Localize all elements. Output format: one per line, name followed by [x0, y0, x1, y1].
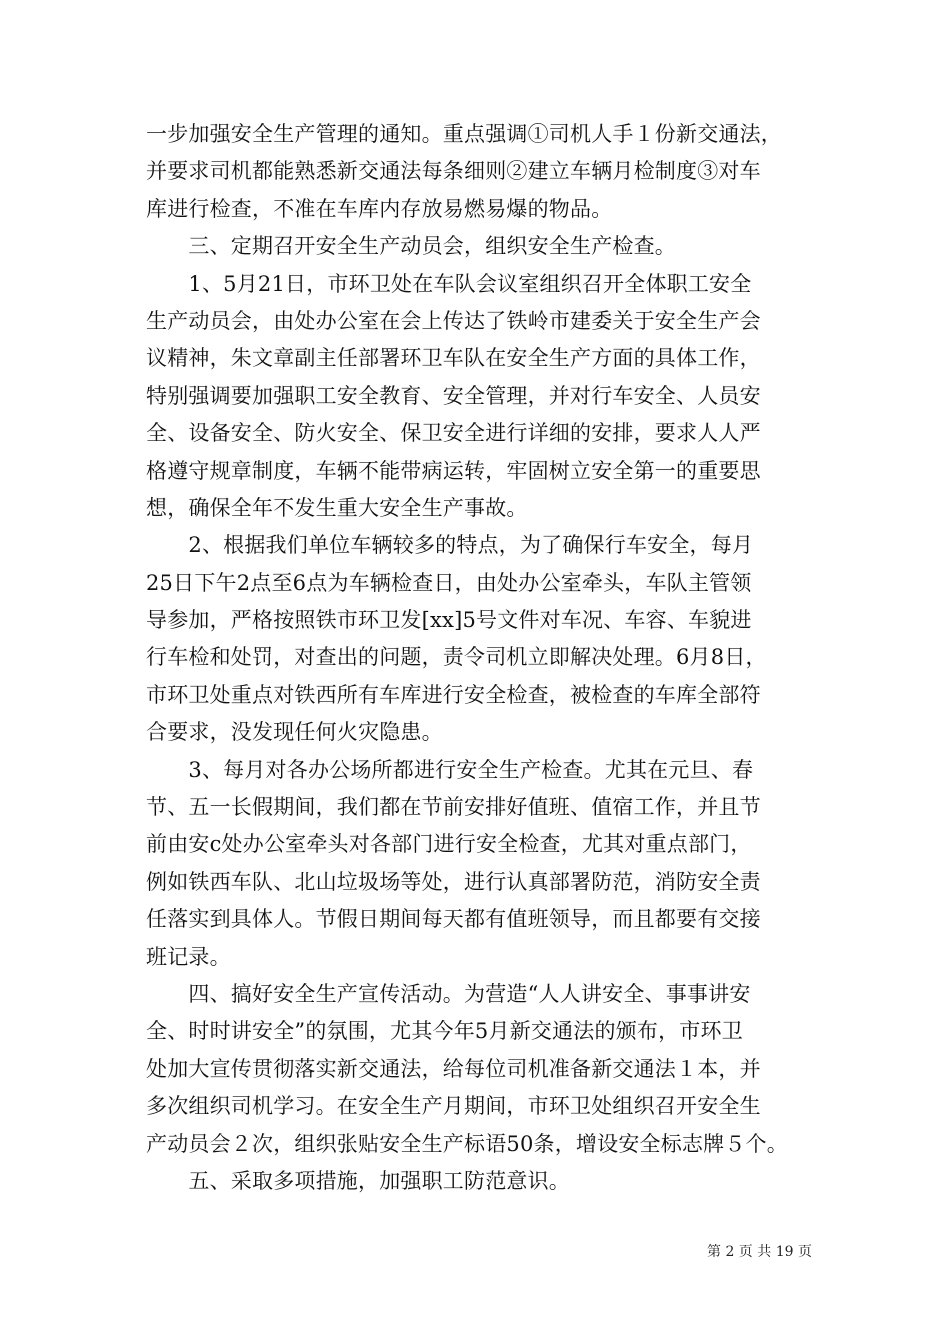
text-line: 特别强调要加强职工安全教育、安全管理，并对行车安全、人员安 — [146, 383, 761, 408]
text-line: 任落实到具体人。节假日期间每天都有值班领导，而且都要有交接 — [146, 907, 761, 932]
section-heading: 三、定期召开安全生产动员会，组织安全生产检查。 — [146, 234, 676, 259]
text-line: 产动员会２次，组织张贴安全生产标语50条，增设安全标志牌５个。 — [146, 1131, 788, 1156]
text-line: 3、每月对各办公场所都进行安全生产检查。尤其在元旦、春 — [146, 757, 754, 782]
text-line: 1、5月21日，市环卫处在车队会议室组织召开全体职工安全 — [146, 271, 752, 296]
section-heading: 五、采取多项措施，加强职工防范意识。 — [146, 1168, 570, 1193]
text-line: 议精神，朱文章副主任部署环卫车队在安全生产方面的具体工作， — [146, 346, 761, 371]
text-line: 并要求司机都能熟悉新交通法每条细则②建立车辆月检制度③对车 — [146, 159, 761, 184]
text-line: 导参加，严格按照铁市环卫发[xx]5号文件对车况、车容、车貌进 — [146, 608, 752, 633]
text-line: 行车检和处罚，对查出的问题，责令司机立即解决处理。6月8日， — [146, 645, 767, 670]
text-line: 前由安c处办公室牵头对各部门进行安全检查，尤其对重点部门， — [146, 832, 752, 857]
text-line: 班记录。 — [146, 944, 231, 969]
text-line: 例如铁西车队、北山垃圾场等处，进行认真部署防范，消防安全责 — [146, 869, 761, 894]
text-line: 全、时时讲安全”的氛围，尤其今年5月新交通法的颁布，市环卫 — [146, 1019, 743, 1044]
text-line: 库进行检查，不准在车库内存放易燃易爆的物品。 — [146, 196, 613, 221]
text-line: 处加大宣传贯彻落实新交通法，给每位司机准备新交通法１本，并 — [146, 1056, 761, 1081]
text-line: 生产动员会，由处办公室在会上传达了铁岭市建委关于安全生产会 — [146, 308, 761, 333]
document-body — [146, 116, 810, 1200]
text-line: 2、根据我们单位车辆较多的特点，为了确保行车安全，每月 — [146, 533, 754, 558]
text-line: 想，确保全年不发生重大安全生产事故。 — [146, 495, 528, 520]
text-line: 多次组织司机学习。在安全生产月期间，市环卫处组织召开安全生 — [146, 1094, 761, 1119]
section-heading: 四、搞好安全生产宣传活动。为营造“人人讲安全、事事讲安 — [146, 981, 751, 1006]
text-line: 市环卫处重点对铁西所有车库进行安全检查，被检查的车库全部符 — [146, 682, 761, 707]
page-number: 第 2 页 共 19 页 — [707, 1244, 812, 1260]
text-line: 全、设备安全、防火安全、保卫安全进行详细的安排，要求人人严 — [146, 421, 761, 446]
text-line: 一步加强安全生产管理的通知。重点强调①司机人手１份新交通法， — [146, 122, 782, 146]
text-line: 节、五一长假期间，我们都在节前安排好值班、值宿工作，并且节 — [146, 795, 761, 820]
text-line: 25日下午2点至6点为车辆检查日，由处办公室牵头，车队主管领 — [146, 570, 752, 595]
text-line: 格遵守规章制度，车辆不能带病运转，牢固树立安全第一的重要思 — [146, 458, 761, 483]
text-line: 合要求，没发现任何火灾隐患。 — [146, 720, 443, 745]
